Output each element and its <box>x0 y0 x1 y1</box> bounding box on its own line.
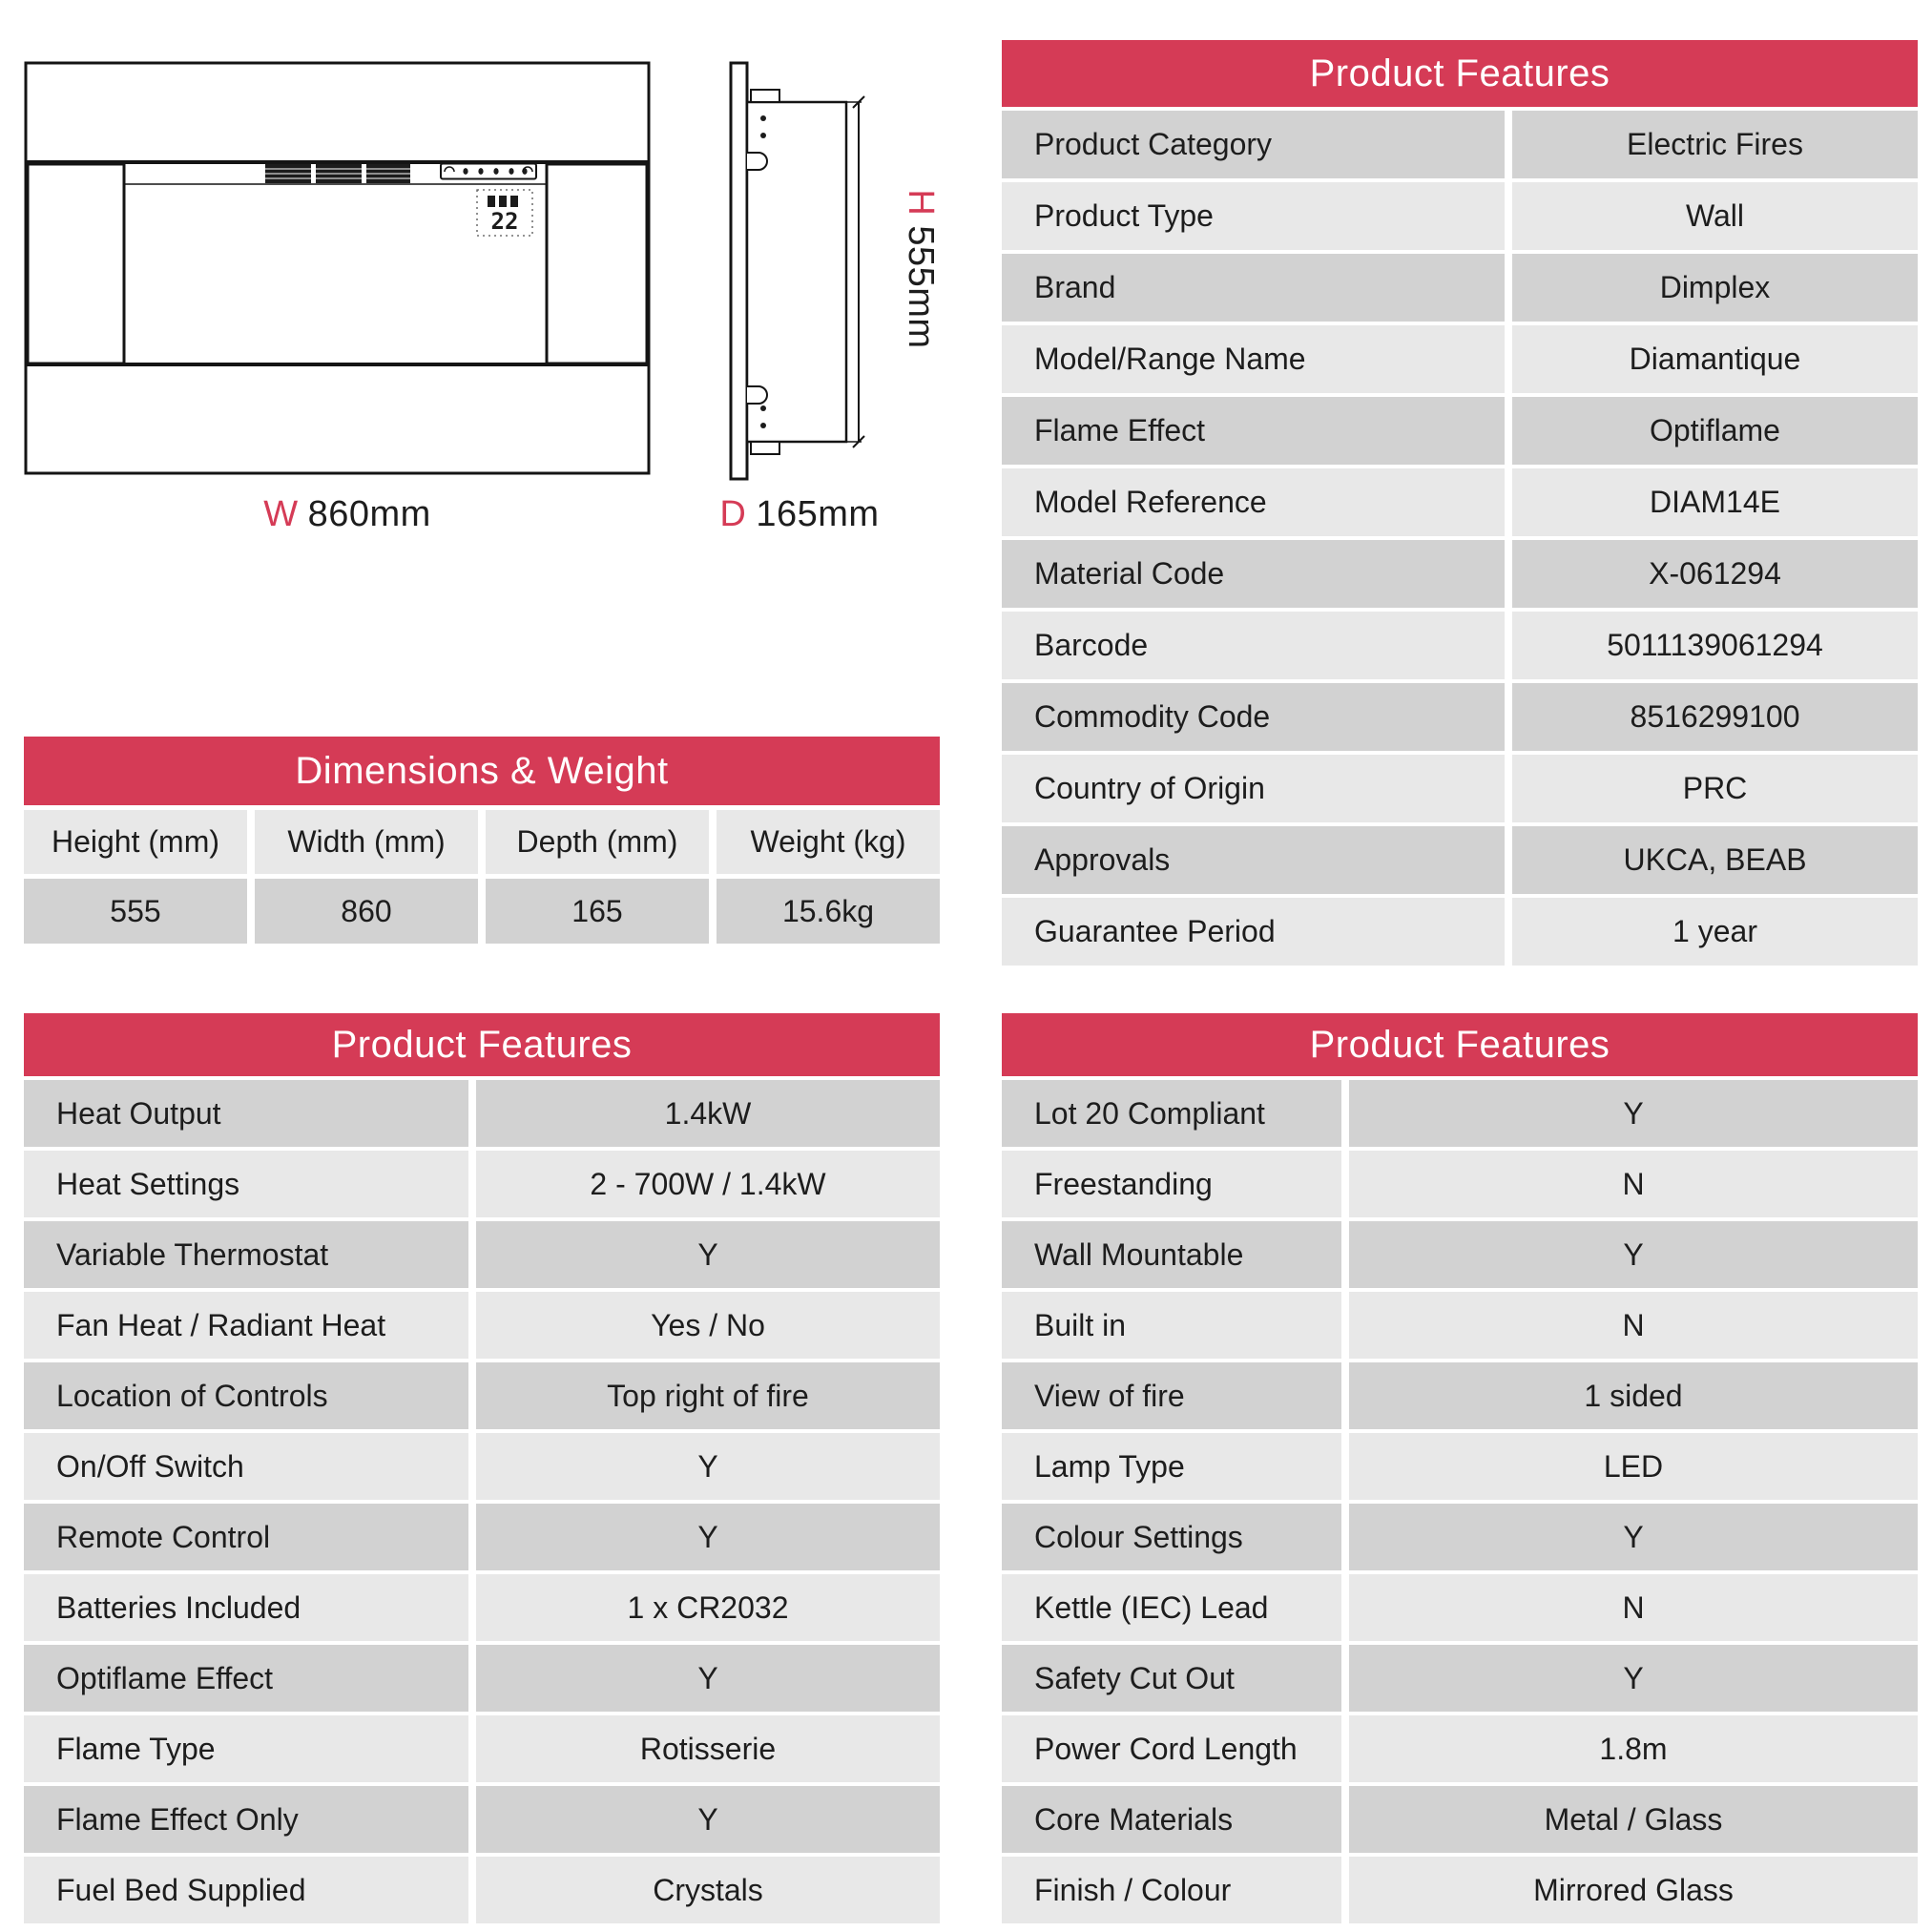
control-panel-icon <box>441 164 536 179</box>
feature-label: Material Code <box>1002 540 1505 608</box>
table-row <box>24 1504 940 1570</box>
feature-label: Kettle (IEC) Lead <box>1002 1574 1341 1641</box>
product-features-table-top <box>1002 40 1918 966</box>
feature-value: Dimplex <box>1512 254 1918 322</box>
feature-value: 2 - 700W / 1.4kW <box>476 1151 940 1217</box>
table-row <box>1002 612 1918 679</box>
technical-drawing <box>0 0 964 592</box>
feature-label: Wall Mountable <box>1002 1221 1341 1288</box>
feature-label: Guarantee Period <box>1002 898 1505 966</box>
dimension-value: 15.6kg <box>717 879 940 944</box>
table-row <box>1002 1645 1918 1712</box>
feature-value: Y <box>476 1504 940 1570</box>
feature-label: Product Type <box>1002 182 1505 250</box>
feature-value: 1.4kW <box>476 1080 940 1147</box>
table-row <box>24 1362 940 1429</box>
height-letter: H <box>901 189 941 217</box>
column-header: Weight (kg) <box>717 810 940 874</box>
feature-label: Commodity Code <box>1002 683 1505 751</box>
feature-label: Remote Control <box>24 1504 468 1570</box>
depth-dimension-label <box>656 494 943 535</box>
feature-label: Flame Effect <box>1002 397 1505 465</box>
width-letter: W <box>263 494 299 534</box>
feature-value: X-061294 <box>1512 540 1918 608</box>
feature-label: Lot 20 Compliant <box>1002 1080 1341 1147</box>
feature-value: UKCA, BEAB <box>1512 826 1918 894</box>
feature-value: LED <box>1349 1433 1918 1500</box>
table-row <box>24 1715 940 1782</box>
feature-value: N <box>1349 1292 1918 1359</box>
table-row <box>1002 1433 1918 1500</box>
table-row <box>1002 1151 1918 1217</box>
feature-value: Y <box>476 1221 940 1288</box>
feature-label: Location of Controls <box>24 1362 468 1429</box>
feature-label: Barcode <box>1002 612 1505 679</box>
feature-label: Heat Output <box>24 1080 468 1147</box>
feature-value: 1.8m <box>1349 1715 1918 1782</box>
depth-letter: D <box>719 494 747 534</box>
feature-label: Finish / Colour <box>1002 1857 1341 1923</box>
dimension-value: 555 <box>24 879 247 944</box>
table-value-row <box>24 879 940 944</box>
feature-value: Y <box>1349 1645 1918 1712</box>
table-row <box>1002 397 1918 465</box>
feature-value: Y <box>476 1433 940 1500</box>
dimension-line-height <box>846 96 864 447</box>
feature-value: Metal / Glass <box>1349 1786 1918 1853</box>
table-title: Product Features <box>1002 40 1918 107</box>
feature-label: Heat Settings <box>24 1151 468 1217</box>
table-row <box>1002 1574 1918 1641</box>
table-title: Dimensions & Weight <box>24 737 940 805</box>
feature-label: On/Off Switch <box>24 1433 468 1500</box>
table-row <box>1002 1504 1918 1570</box>
feature-label: Core Materials <box>1002 1786 1341 1853</box>
table-row <box>24 1292 940 1359</box>
table-header-row <box>24 810 940 874</box>
feature-label: Safety Cut Out <box>1002 1645 1341 1712</box>
table-row <box>1002 826 1918 894</box>
depth-value: 165mm <box>756 494 880 534</box>
feature-value: Crystals <box>476 1857 940 1923</box>
table-row <box>1002 1786 1918 1853</box>
table-row <box>1002 898 1918 966</box>
feature-label: Fuel Bed Supplied <box>24 1857 468 1923</box>
column-header: Height (mm) <box>24 810 247 874</box>
feature-label: Colour Settings <box>1002 1504 1341 1570</box>
table-title: Product Features <box>24 1013 940 1076</box>
table-row <box>1002 1221 1918 1288</box>
product-features-table-right <box>1002 1013 1918 1923</box>
feature-label: Power Cord Length <box>1002 1715 1341 1782</box>
table-row <box>24 1080 940 1147</box>
feature-label: Flame Effect Only <box>24 1786 468 1853</box>
feature-value: Y <box>1349 1504 1918 1570</box>
table-row <box>1002 683 1918 751</box>
side-view-drawing <box>731 63 846 479</box>
feature-label: Product Category <box>1002 111 1505 178</box>
column-header: Depth (mm) <box>486 810 709 874</box>
feature-value: Wall <box>1512 182 1918 250</box>
feature-label: View of fire <box>1002 1362 1341 1429</box>
table-row <box>1002 254 1918 322</box>
feature-label: Flame Type <box>24 1715 468 1782</box>
dimension-value: 860 <box>255 879 478 944</box>
feature-value: Y <box>476 1786 940 1853</box>
dimension-value: 165 <box>486 879 709 944</box>
table-row <box>24 1433 940 1500</box>
feature-value: Y <box>476 1645 940 1712</box>
table-row <box>24 1151 940 1217</box>
table-row <box>1002 1715 1918 1782</box>
table-row <box>24 1221 940 1288</box>
table-title: Product Features <box>1002 1013 1918 1076</box>
vent-grille-icon <box>265 164 410 183</box>
front-view-drawing <box>26 63 649 473</box>
feature-value: N <box>1349 1151 1918 1217</box>
column-header: Width (mm) <box>255 810 478 874</box>
feature-label: Brand <box>1002 254 1505 322</box>
feature-value: DIAM14E <box>1512 468 1918 536</box>
dimensions-weight-table <box>24 737 940 948</box>
table-row <box>24 1786 940 1853</box>
table-row <box>1002 1080 1918 1147</box>
table-row <box>1002 1857 1918 1923</box>
feature-label: Freestanding <box>1002 1151 1341 1217</box>
table-row <box>1002 111 1918 178</box>
feature-value: Yes / No <box>476 1292 940 1359</box>
feature-label: Model/Range Name <box>1002 325 1505 393</box>
table-row <box>24 1645 940 1712</box>
feature-value: N <box>1349 1574 1918 1641</box>
display-temperature-value: 22 <box>490 208 519 235</box>
feature-label: Optiflame Effect <box>24 1645 468 1712</box>
width-value: 860mm <box>307 494 431 534</box>
feature-value: Rotisserie <box>476 1715 940 1782</box>
table-row <box>24 1574 940 1641</box>
feature-value: Diamantique <box>1512 325 1918 393</box>
feature-value: Y <box>1349 1080 1918 1147</box>
table-row <box>1002 755 1918 822</box>
feature-value: Mirrored Glass <box>1349 1857 1918 1923</box>
table-row <box>24 1857 940 1923</box>
feature-value: PRC <box>1512 755 1918 822</box>
feature-value: Electric Fires <box>1512 111 1918 178</box>
table-row <box>1002 468 1918 536</box>
feature-value: 1 x CR2032 <box>476 1574 940 1641</box>
feature-label: Lamp Type <box>1002 1433 1341 1500</box>
table-row <box>1002 540 1918 608</box>
feature-value: Top right of fire <box>476 1362 940 1429</box>
feature-value: 8516299100 <box>1512 683 1918 751</box>
table-row <box>1002 1292 1918 1359</box>
feature-label: Model Reference <box>1002 468 1505 536</box>
table-row <box>1002 182 1918 250</box>
table-row <box>1002 325 1918 393</box>
feature-label: Country of Origin <box>1002 755 1505 822</box>
feature-label: Built in <box>1002 1292 1341 1359</box>
feature-value: Y <box>1349 1221 1918 1288</box>
feature-value: 1 sided <box>1349 1362 1918 1429</box>
product-features-table-left <box>24 1013 940 1923</box>
feature-value: 5011139061294 <box>1512 612 1918 679</box>
feature-label: Batteries Included <box>24 1574 468 1641</box>
table-row <box>1002 1362 1918 1429</box>
height-dimension-label <box>900 178 942 360</box>
feature-label: Fan Heat / Radiant Heat <box>24 1292 468 1359</box>
feature-label: Variable Thermostat <box>24 1221 468 1288</box>
feature-label: Approvals <box>1002 826 1505 894</box>
feature-value: Optiflame <box>1512 397 1918 465</box>
feature-value: 1 year <box>1512 898 1918 966</box>
height-value: 555mm <box>901 225 941 349</box>
width-dimension-label <box>204 494 490 535</box>
